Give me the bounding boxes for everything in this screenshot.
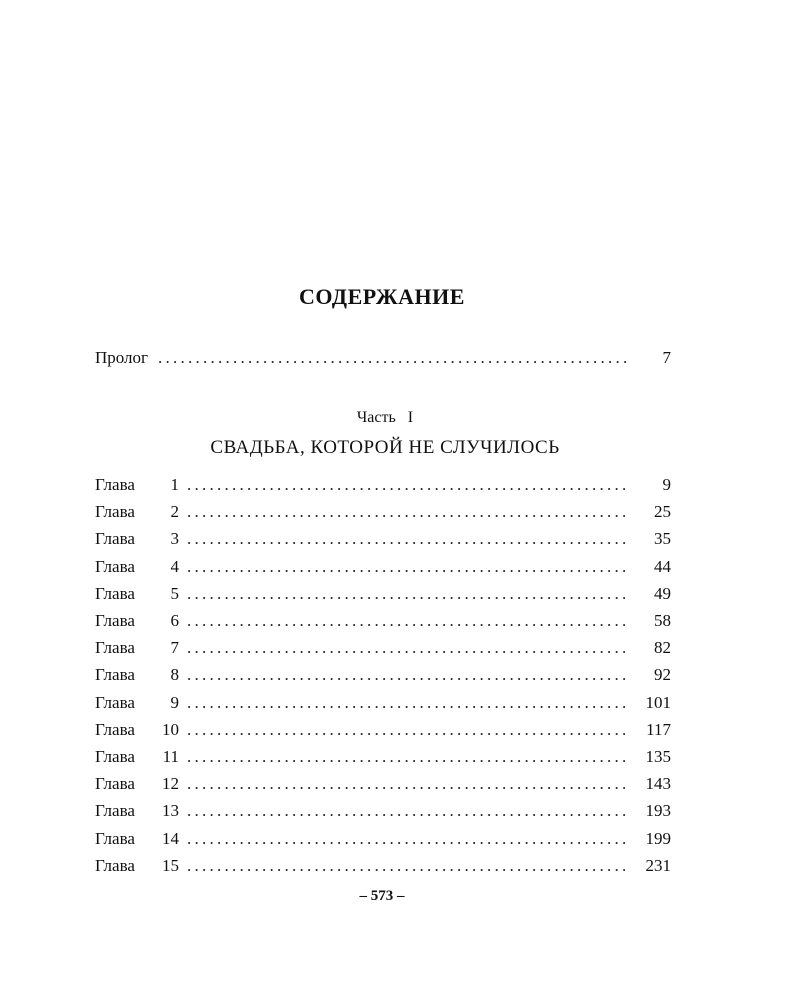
leader-dots (187, 500, 627, 524)
chapter-number: 14 (162, 828, 179, 848)
chapter-number: 5 (170, 583, 179, 603)
chapter-page: 193 (627, 799, 671, 823)
leader-dots (187, 636, 627, 660)
chapter-number: 8 (170, 665, 179, 685)
toc-entry-chapter[interactable] (95, 609, 671, 633)
toc-entry-chapter[interactable] (95, 745, 671, 769)
chapter-label: Глава (95, 665, 135, 685)
leader-dots (187, 745, 627, 769)
chapter-label: Глава (95, 529, 135, 549)
toc-entry-chapter[interactable] (95, 691, 671, 715)
leader-dots (187, 691, 627, 715)
leader-dots (187, 827, 627, 851)
chapter-page: 82 (627, 636, 671, 660)
chapter-label: Глава (95, 719, 135, 739)
chapter-page: 231 (627, 854, 671, 878)
chapter-page: 44 (627, 555, 671, 579)
leader-dots (187, 663, 627, 687)
chapter-page: 117 (627, 718, 671, 742)
toc-entry-chapter[interactable] (95, 527, 671, 551)
chapter-number: 15 (162, 855, 179, 875)
part-label: Часть (356, 409, 396, 426)
chapter-page: 9 (627, 473, 671, 497)
chapter-number: 9 (170, 692, 179, 712)
leader-dots (187, 582, 627, 606)
toc-entry-prolog[interactable] (95, 346, 671, 370)
toc-entry-chapter[interactable] (95, 582, 671, 606)
part-heading (0, 409, 770, 427)
leader-dots (187, 854, 627, 878)
page-number: – 573 – (359, 888, 405, 904)
leader-dots (187, 609, 627, 633)
toc-entry-chapter[interactable] (95, 827, 671, 851)
chapter-label: Глава (95, 747, 135, 766)
chapter-label: Глава (95, 692, 135, 712)
chapter-number: 10 (162, 719, 179, 739)
chapter-number: 13 (162, 801, 179, 821)
chapter-page: 199 (627, 827, 671, 851)
chapter-number: 1 (170, 475, 179, 494)
toc-entry-chapter[interactable] (95, 718, 671, 742)
chapter-page: 135 (627, 745, 671, 769)
chapter-number: 6 (170, 611, 179, 630)
leader-dots (158, 346, 627, 370)
chapter-number: 2 (170, 502, 179, 522)
chapter-label: Глава (95, 774, 135, 794)
toc-entry-page: 7 (627, 346, 671, 370)
leader-dots (187, 718, 627, 742)
chapter-label: Глава (95, 855, 135, 875)
toc-entry-chapter[interactable] (95, 473, 671, 497)
chapter-page: 101 (627, 691, 671, 715)
leader-dots (187, 772, 627, 796)
toc-entry-chapter[interactable] (95, 636, 671, 660)
chapter-page: 49 (627, 582, 671, 606)
chapter-page: 58 (627, 609, 671, 633)
chapter-number: 3 (170, 529, 179, 549)
chapter-page: 92 (627, 663, 671, 687)
chapter-label: Глава (95, 828, 135, 848)
chapter-label: Глава (95, 583, 135, 603)
chapter-label: Глава (95, 801, 135, 821)
chapter-number: 4 (170, 556, 179, 576)
leader-dots (187, 799, 627, 823)
chapter-label: Глава (95, 611, 135, 630)
chapter-page: 35 (627, 527, 671, 551)
chapter-number: 12 (162, 774, 179, 794)
chapter-label: Глава (95, 475, 135, 494)
chapter-number: 7 (170, 638, 179, 658)
toc-entry-chapter[interactable] (95, 500, 671, 524)
leader-dots (187, 473, 627, 497)
part-number: I (407, 409, 414, 426)
leader-dots (187, 555, 627, 579)
chapter-number: 11 (162, 747, 179, 766)
toc-entry-chapter[interactable] (95, 772, 671, 796)
chapter-page: 143 (627, 772, 671, 796)
chapter-page: 25 (627, 500, 671, 524)
toc-entry-chapter[interactable] (95, 555, 671, 579)
toc-entry-chapter[interactable] (95, 854, 671, 878)
part-title: СВАДЬБА, КОТОРОЙ НЕ СЛУЧИЛОСЬ (210, 437, 560, 458)
leader-dots (187, 527, 627, 551)
chapter-label: Глава (95, 638, 135, 658)
toc-entry-chapter[interactable] (95, 799, 671, 823)
toc-entry-chapter[interactable] (95, 663, 671, 687)
chapter-label: Глава (95, 502, 135, 522)
chapter-label: Глава (95, 556, 135, 576)
page-title: СОДЕРЖАНИЕ (299, 284, 465, 309)
toc-entry-label: Пролог (95, 348, 149, 367)
